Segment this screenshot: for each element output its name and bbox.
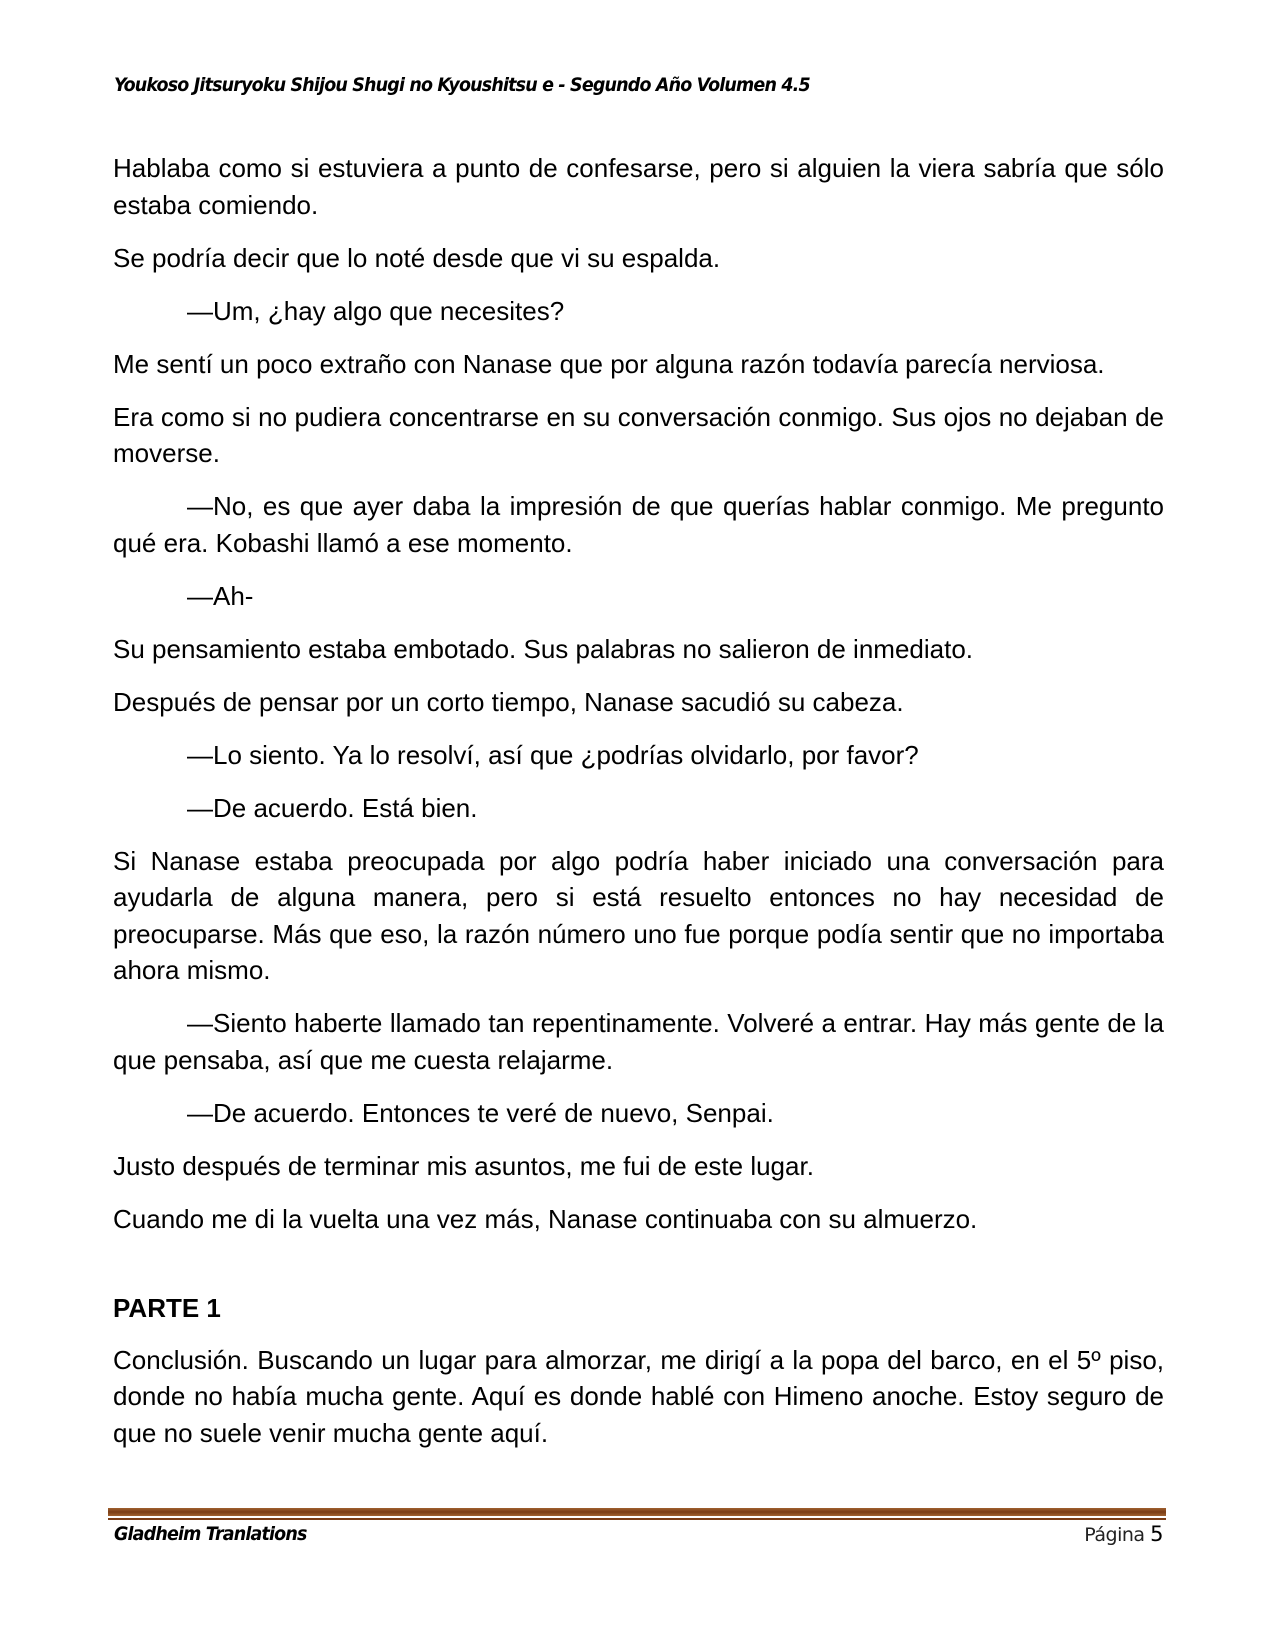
paragraph: Después de pensar por un corto tiempo, Nanase sacudió su cabeza. — [113, 686, 904, 717]
dialogue-paragraph: —Ah- — [187, 580, 254, 611]
paragraph: Era como si no pudiera concentrarse en su conversación conmigo. Sus ojos no dejaban de moverse. — [113, 401, 1164, 468]
paragraph: Cuando me di la vuelta una vez más, Nanase continuaba con su almuerzo. — [113, 1203, 978, 1234]
paragraph: Si Nanase estaba preocupada por algo podría haber iniciado una conversación para ayudarla de alguna manera, pero si está resuelto entonces no hay necesidad de preocuparse. Más que eso, la razón número uno fue porque podía sentir que no importaba ahora mismo. — [113, 845, 1164, 985]
paragraph: Justo después de terminar mis asuntos, me fui de este lugar. — [113, 1150, 814, 1181]
paragraph: Hablaba como si estuviera a punto de confesarse, pero si alguien la viera sabría que sólo estaba comiendo. — [113, 153, 1164, 220]
running-header-title: Youkoso Jitsuryoku Shijou Shugi no Kyoushitsu e - Segundo Año Volumen 4.5 — [114, 74, 810, 96]
dialogue-paragraph: —De acuerdo. Entonces te veré de nuevo, Senpai. — [187, 1097, 774, 1128]
paragraph: Se podría decir que lo noté desde que vi su espalda. — [113, 242, 721, 273]
page-number-value: 5 — [1150, 1522, 1163, 1546]
dialogue-paragraph: —De acuerdo. Está bien. — [187, 792, 478, 823]
body-text — [113, 150, 1164, 1468]
paragraph: Su pensamiento estaba embotado. Sus palabras no salieron de inmediato. — [113, 633, 974, 664]
section-heading: PARTE 1 — [113, 1293, 221, 1323]
dialogue-paragraph: —Um, ¿hay algo que necesites? — [187, 295, 565, 326]
page-label: Página — [1084, 1524, 1145, 1546]
dialogue-paragraph: —No, es que ayer daba la impresión de que querías hablar conmigo. Me pregunto qué era. Kobashi llamó a ese momento. — [113, 491, 1164, 558]
paragraph: Me sentí un poco extraño con Nanase que por alguna razón todavía parecía nerviosa. — [113, 348, 1105, 379]
footer-credit: Gladheim Tranlations — [114, 1523, 307, 1545]
footer-divider — [108, 1508, 1166, 1520]
paragraph: Conclusión. Buscando un lugar para almorzar, me dirigí a la popa del barco, en el 5º piso, donde no había mucha gente. Aquí es donde hablé con Himeno anoche. Estoy seguro de que no suele venir mucha gente aquí. — [113, 1344, 1164, 1448]
page-number — [1084, 1522, 1163, 1546]
dialogue-paragraph: —Lo siento. Ya lo resolví, así que ¿podrías olvidarlo, por favor? — [187, 739, 919, 770]
dialogue-paragraph: —Siento haberte llamado tan repentinamente. Volveré a entrar. Hay más gente de la que pensaba, así que me cuesta relajarme. — [113, 1008, 1164, 1075]
